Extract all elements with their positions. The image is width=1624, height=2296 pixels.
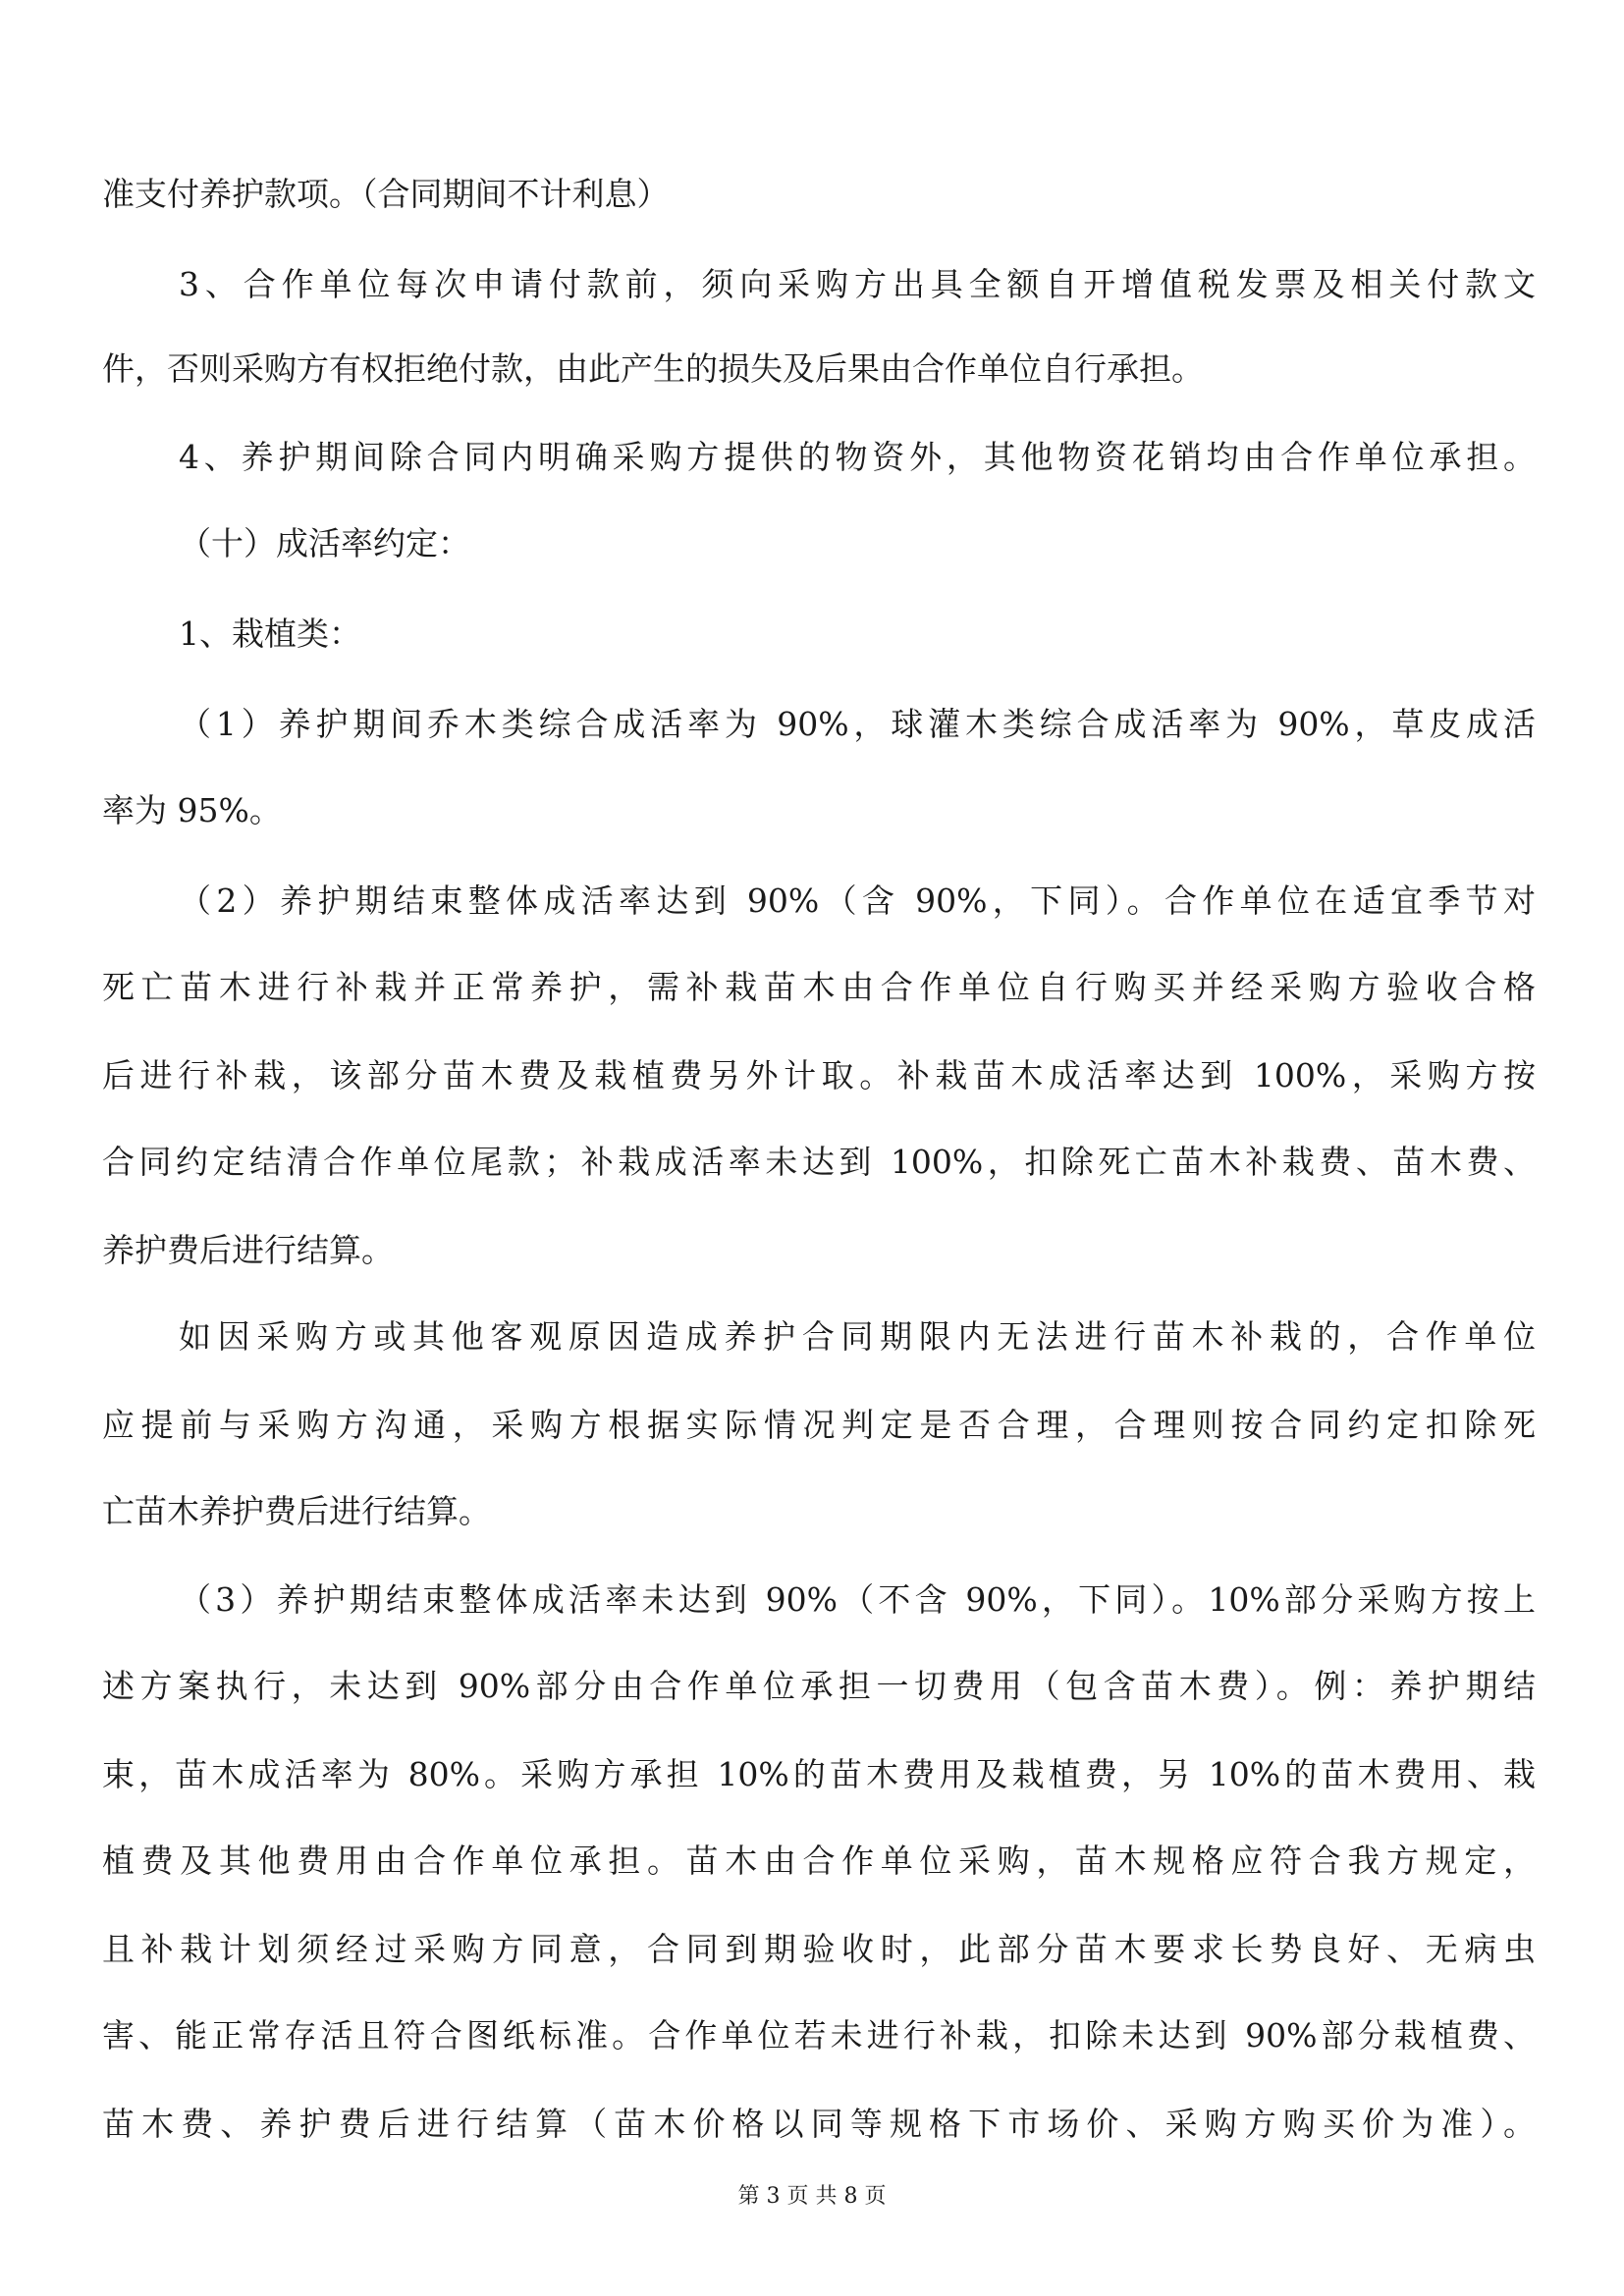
text-line: 应提前与采购方沟通，采购方根据实际情况判定是否合理，合理则按合同约定扣除死 [102, 1406, 1536, 1444]
text-line: 后进行补栽，该部分苗木费及栽植费另外计取。补栽苗木成活率达到 100%，采购方按 [102, 1056, 1536, 1095]
text-line: （2）养护期结束整体成活率达到 90%（含 90%，下同）。合作单位在适宜季节对 [179, 881, 1536, 920]
text-line: 害、能正常存活且符合图纸标准。合作单位若未进行补栽，扣除未达到 90%部分栽植费、 [102, 2016, 1536, 2055]
subsection-heading: 1、栽植类： [179, 614, 361, 653]
text-line: 如因采购方或其他客观原因造成养护合同期限内无法进行苗木补栽的，合作单位 [179, 1317, 1536, 1356]
text-line: 植费及其他费用由合作单位承担。苗木由合作单位采购，苗木规格应符合我方规定， [102, 1842, 1536, 1880]
text-line: 死亡苗木进行补栽并正常养护，需补栽苗木由合作单位自行购买并经采购方验收合格 [102, 968, 1536, 1006]
text-line: （3）养护期结束整体成活率未达到 90%（不含 90%，下同）。10%部分采购方按上 [179, 1580, 1536, 1619]
text-line: 束，苗木成活率为 80%。采购方承担 10%的苗木费用及栽植费，另 10%的苗木费用、栽 [102, 1755, 1536, 1793]
text-line: 苗木费、养护费后进行结算（苗木价格以同等规格下市场价、采购方购买价为准）。 [102, 2105, 1536, 2143]
text-line: 述方案执行，未达到 90%部分由合作单位承担一切费用（包含苗木费）。例：养护期结 [102, 1667, 1536, 1705]
text-line: 且补栽计划须经过采购方同意，合同到期验收时，此部分苗木要求长势良好、无病虫 [102, 1930, 1536, 1968]
text-line: 3、合作单位每次申请付款前，须向采购方出具全额自开增值税发票及相关付款文 [179, 265, 1536, 303]
section-heading: （十）成活率约定： [179, 524, 470, 562]
text-line: 养护费后进行结算。 [102, 1231, 394, 1269]
text-line: （1）养护期间乔木类综合成活率为 90%，球灌木类综合成活率为 90%，草皮成活 [179, 705, 1536, 743]
text-line: 亡苗木养护费后进行结算。 [102, 1492, 491, 1530]
text-line: 准支付养护款项。（合同期间不计利息） [102, 175, 670, 213]
page-number: 第 3 页 共 8 页 [737, 2184, 887, 2209]
text-line: 4、养护期间除合同内明确采购方提供的物资外，其他物资花销均由合作单位承担。 [179, 438, 1536, 476]
text-line: 件，否则采购方有权拒绝付款，由此产生的损失及后果由合作单位自行承担。 [102, 349, 1204, 388]
text-line: 率为 95%。 [102, 791, 282, 829]
text-line: 合同约定结清合作单位尾款；补栽成活率未达到 100%，扣除死亡苗木补栽费、苗木费、 [102, 1143, 1536, 1181]
